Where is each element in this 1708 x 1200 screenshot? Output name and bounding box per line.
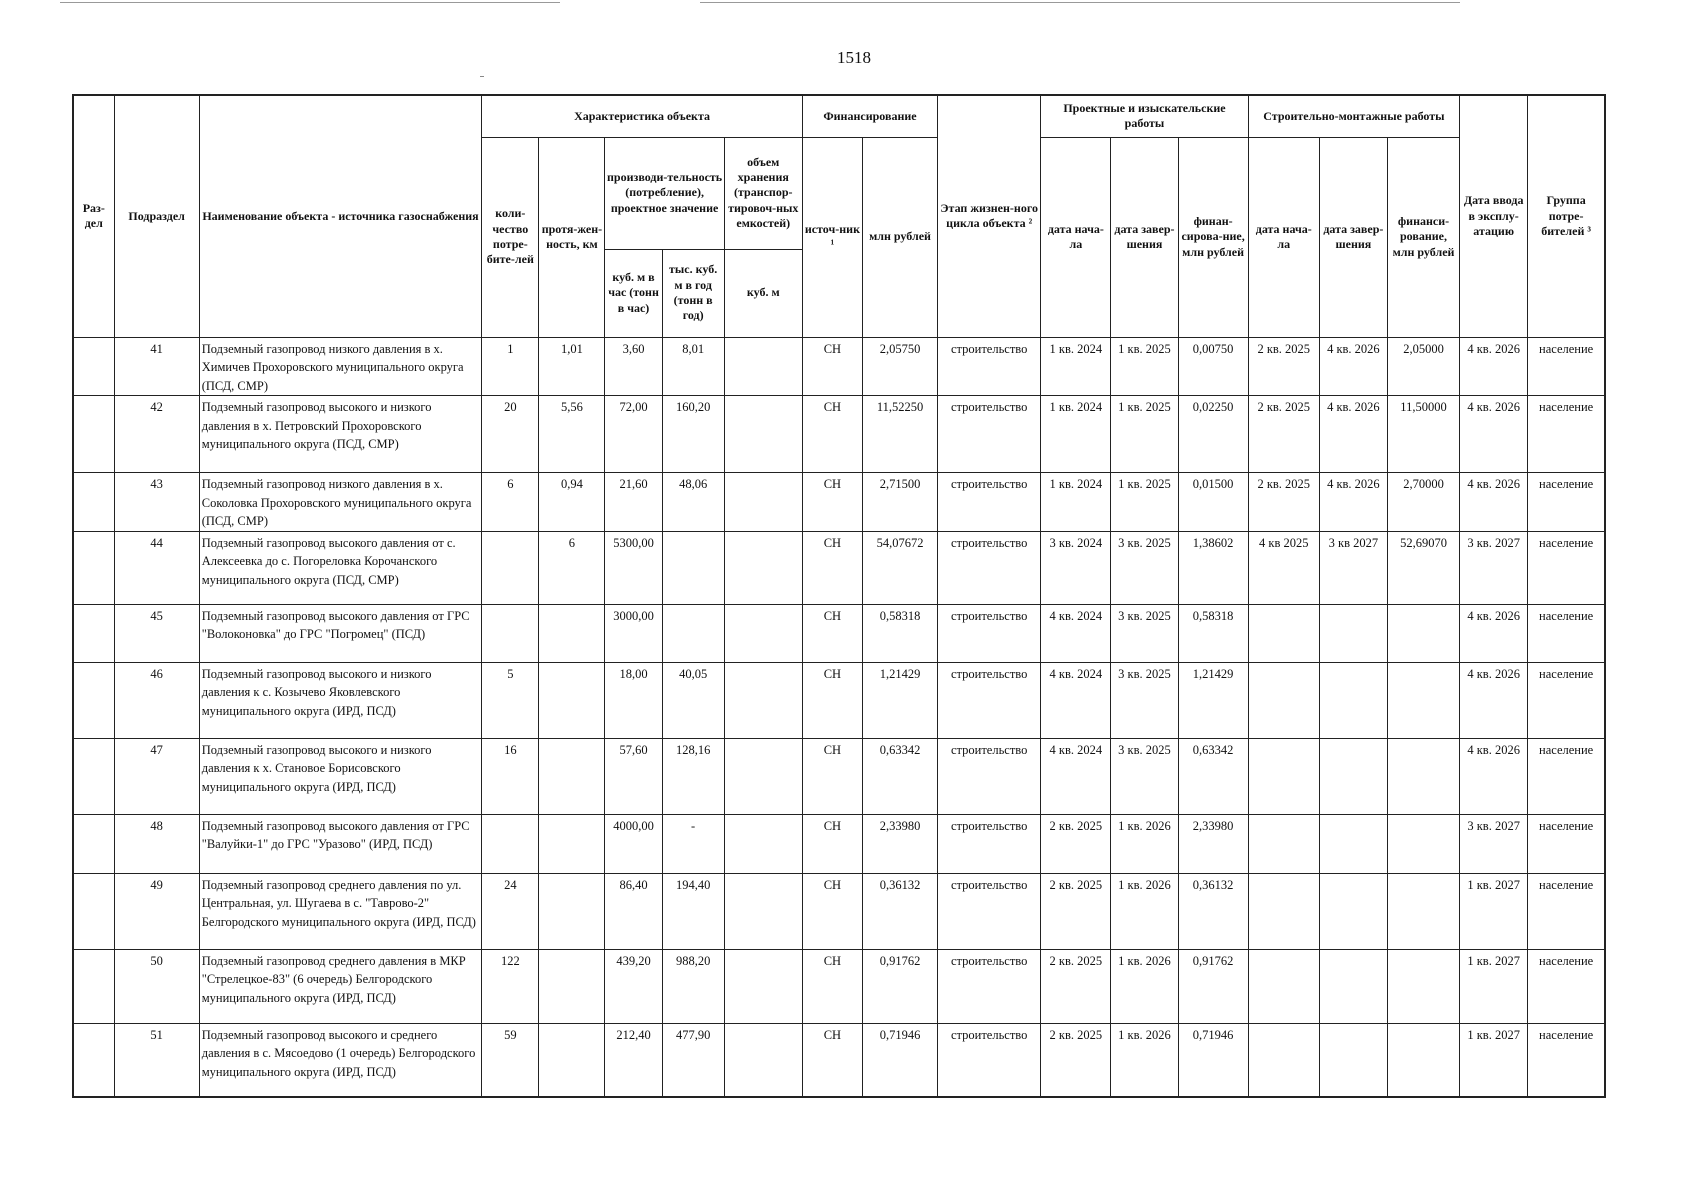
cell-construction-fin: 2,05000 bbox=[1387, 337, 1459, 396]
cell-source: СН bbox=[802, 337, 862, 396]
header-name: Наименование объекта - источника газоснабжения bbox=[199, 95, 482, 337]
cell-date-input: 1 кв. 2027 bbox=[1460, 873, 1528, 949]
cell-date-input: 3 кв. 2027 bbox=[1460, 814, 1528, 873]
cell-consumers: 6 bbox=[482, 473, 539, 532]
cell-length: 1,01 bbox=[539, 337, 605, 396]
cell-construction-end bbox=[1319, 949, 1387, 1023]
cell-stage: строительство bbox=[938, 949, 1041, 1023]
cell-stage: строительство bbox=[938, 662, 1041, 738]
cell-per-hour: 3,60 bbox=[605, 337, 662, 396]
cell-project-start: 4 кв. 2024 bbox=[1041, 662, 1111, 738]
header-podrazdel: Подраздел bbox=[114, 95, 199, 337]
cell-construction-fin bbox=[1387, 604, 1459, 662]
cell-project-end: 3 кв. 2025 bbox=[1111, 738, 1178, 814]
cell-storage bbox=[724, 662, 802, 738]
cell-podrazdel: 50 bbox=[114, 949, 199, 1023]
cell-storage bbox=[724, 1023, 802, 1097]
cell-length bbox=[539, 738, 605, 814]
cell-construction-start bbox=[1248, 949, 1319, 1023]
header-project-start: дата нача-ла bbox=[1041, 137, 1111, 337]
cell-per-year bbox=[662, 531, 724, 604]
cell-length bbox=[539, 873, 605, 949]
gas-objects-table bbox=[72, 94, 1606, 1098]
table-row bbox=[73, 814, 1605, 873]
cell-razdel bbox=[73, 662, 114, 738]
cell-storage bbox=[724, 473, 802, 532]
cell-podrazdel: 45 bbox=[114, 604, 199, 662]
cell-project-fin: 0,02250 bbox=[1178, 396, 1248, 473]
header-characteristic: Характеристика объекта bbox=[482, 95, 803, 137]
cell-mln: 0,36132 bbox=[862, 873, 937, 949]
cell-construction-fin bbox=[1387, 662, 1459, 738]
cell-consumers: 5 bbox=[482, 662, 539, 738]
table-row bbox=[73, 873, 1605, 949]
cell-mln: 0,91762 bbox=[862, 949, 937, 1023]
cell-project-end: 1 кв. 2026 bbox=[1111, 814, 1178, 873]
cell-construction-start bbox=[1248, 814, 1319, 873]
cell-date-input: 1 кв. 2027 bbox=[1460, 1023, 1528, 1097]
cell-razdel bbox=[73, 396, 114, 473]
header-group: Группа потре-бителей ³ bbox=[1528, 95, 1605, 337]
cell-length bbox=[539, 949, 605, 1023]
cell-construction-end: 4 кв. 2026 bbox=[1319, 473, 1387, 532]
cell-project-start: 2 кв. 2025 bbox=[1041, 1023, 1111, 1097]
table-row bbox=[73, 738, 1605, 814]
header-project-end: дата завер-шения bbox=[1111, 137, 1178, 337]
cell-source: СН bbox=[802, 604, 862, 662]
cell-mln: 1,21429 bbox=[862, 662, 937, 738]
cell-stage: строительство bbox=[938, 604, 1041, 662]
table-row bbox=[73, 1023, 1605, 1097]
cell-construction-fin bbox=[1387, 814, 1459, 873]
cell-podrazdel: 49 bbox=[114, 873, 199, 949]
cell-per-year: 48,06 bbox=[662, 473, 724, 532]
cell-project-fin: 2,33980 bbox=[1178, 814, 1248, 873]
cell-project-fin: 0,01500 bbox=[1178, 473, 1248, 532]
cell-podrazdel: 44 bbox=[114, 531, 199, 604]
cell-length bbox=[539, 662, 605, 738]
cell-name: Подземный газопровод низкого давления в х. Химичев Прохоровского муниципального округа (ПСД, СМР) bbox=[199, 337, 482, 396]
cell-project-start: 1 кв. 2024 bbox=[1041, 473, 1111, 532]
cell-date-input: 1 кв. 2027 bbox=[1460, 949, 1528, 1023]
cell-group: население bbox=[1528, 604, 1605, 662]
top-rule-right bbox=[700, 2, 1460, 3]
cell-mln: 11,52250 bbox=[862, 396, 937, 473]
header-construction-fin: финанси-рование, млн рублей bbox=[1387, 137, 1459, 337]
cell-consumers: 59 bbox=[482, 1023, 539, 1097]
cell-project-start: 2 кв. 2025 bbox=[1041, 873, 1111, 949]
cell-mln: 0,71946 bbox=[862, 1023, 937, 1097]
cell-group: население bbox=[1528, 337, 1605, 396]
cell-construction-end bbox=[1319, 604, 1387, 662]
cell-storage bbox=[724, 738, 802, 814]
cell-per-hour: 5300,00 bbox=[605, 531, 662, 604]
cell-group: население bbox=[1528, 949, 1605, 1023]
cell-construction-start bbox=[1248, 873, 1319, 949]
cell-project-fin: 0,63342 bbox=[1178, 738, 1248, 814]
cell-stage: строительство bbox=[938, 873, 1041, 949]
scan-mark bbox=[480, 76, 484, 77]
cell-per-year: - bbox=[662, 814, 724, 873]
table-row bbox=[73, 662, 1605, 738]
cell-construction-start bbox=[1248, 738, 1319, 814]
cell-mln: 2,71500 bbox=[862, 473, 937, 532]
cell-consumers bbox=[482, 814, 539, 873]
cell-project-end: 1 кв. 2025 bbox=[1111, 396, 1178, 473]
table-row bbox=[73, 531, 1605, 604]
cell-stage: строительство bbox=[938, 1023, 1041, 1097]
cell-project-start: 4 кв. 2024 bbox=[1041, 738, 1111, 814]
cell-source: СН bbox=[802, 531, 862, 604]
cell-construction-end bbox=[1319, 662, 1387, 738]
cell-storage bbox=[724, 337, 802, 396]
cell-length: 5,56 bbox=[539, 396, 605, 473]
cell-per-hour: 439,20 bbox=[605, 949, 662, 1023]
cell-consumers: 122 bbox=[482, 949, 539, 1023]
cell-project-end: 1 кв. 2025 bbox=[1111, 473, 1178, 532]
cell-group: население bbox=[1528, 473, 1605, 532]
cell-name: Подземный газопровод высокого давления от ГРС "Валуйки-1" до ГРС "Уразово" (ИРД, ПСД) bbox=[199, 814, 482, 873]
cell-per-year: 477,90 bbox=[662, 1023, 724, 1097]
header-razdel: Раз-дел bbox=[73, 95, 114, 337]
cell-storage bbox=[724, 814, 802, 873]
cell-project-fin: 0,71946 bbox=[1178, 1023, 1248, 1097]
cell-per-hour: 3000,00 bbox=[605, 604, 662, 662]
cell-storage bbox=[724, 531, 802, 604]
header-stage: Этап жизнен-ного цикла объекта ² bbox=[938, 95, 1041, 337]
cell-construction-end: 4 кв. 2026 bbox=[1319, 337, 1387, 396]
cell-group: население bbox=[1528, 738, 1605, 814]
cell-construction-end bbox=[1319, 738, 1387, 814]
cell-construction-fin: 2,70000 bbox=[1387, 473, 1459, 532]
cell-construction-fin bbox=[1387, 949, 1459, 1023]
cell-group: население bbox=[1528, 662, 1605, 738]
header-source: источ-ник ¹ bbox=[802, 137, 862, 337]
cell-source: СН bbox=[802, 814, 862, 873]
cell-construction-end: 3 кв 2027 bbox=[1319, 531, 1387, 604]
cell-razdel bbox=[73, 873, 114, 949]
cell-mln: 2,05750 bbox=[862, 337, 937, 396]
header-construction-end: дата завер-шения bbox=[1319, 137, 1387, 337]
cell-construction-start bbox=[1248, 1023, 1319, 1097]
header-storage: объем хранения (транспор-тировоч-ных емкостей) bbox=[724, 137, 802, 249]
cell-podrazdel: 41 bbox=[114, 337, 199, 396]
header-financing: Финансирование bbox=[802, 95, 937, 137]
header-per-year: тыс. куб. м в год (тонн в год) bbox=[662, 249, 724, 337]
cell-construction-start bbox=[1248, 604, 1319, 662]
cell-source: СН bbox=[802, 396, 862, 473]
cell-consumers: 16 bbox=[482, 738, 539, 814]
cell-construction-fin: 11,50000 bbox=[1387, 396, 1459, 473]
cell-construction-end bbox=[1319, 873, 1387, 949]
cell-construction-start bbox=[1248, 662, 1319, 738]
cell-project-end: 3 кв. 2025 bbox=[1111, 531, 1178, 604]
cell-construction-start: 2 кв. 2025 bbox=[1248, 396, 1319, 473]
cell-per-year: 194,40 bbox=[662, 873, 724, 949]
header-construction-start: дата нача-ла bbox=[1248, 137, 1319, 337]
page-number: 1518 bbox=[837, 48, 871, 67]
table-row bbox=[73, 473, 1605, 532]
cell-group: население bbox=[1528, 873, 1605, 949]
cell-storage bbox=[724, 873, 802, 949]
cell-length bbox=[539, 604, 605, 662]
cell-construction-start: 2 кв. 2025 bbox=[1248, 473, 1319, 532]
cell-date-input: 4 кв. 2026 bbox=[1460, 396, 1528, 473]
cell-project-fin: 1,38602 bbox=[1178, 531, 1248, 604]
cell-source: СН bbox=[802, 473, 862, 532]
cell-construction-end bbox=[1319, 814, 1387, 873]
cell-podrazdel: 46 bbox=[114, 662, 199, 738]
cell-construction-fin bbox=[1387, 873, 1459, 949]
cell-per-year bbox=[662, 604, 724, 662]
cell-date-input: 4 кв. 2026 bbox=[1460, 337, 1528, 396]
header-date-input: Дата ввода в эксплу-атацию bbox=[1460, 95, 1528, 337]
cell-razdel bbox=[73, 1023, 114, 1097]
cell-project-end: 1 кв. 2026 bbox=[1111, 873, 1178, 949]
header-productivity: производи-тельность (потребление), проектное значение bbox=[605, 137, 724, 249]
cell-storage bbox=[724, 949, 802, 1023]
header-project-fin: финан-сирова-ние, млн рублей bbox=[1178, 137, 1248, 337]
cell-project-fin: 0,36132 bbox=[1178, 873, 1248, 949]
cell-length bbox=[539, 814, 605, 873]
cell-group: население bbox=[1528, 814, 1605, 873]
cell-date-input: 4 кв. 2026 bbox=[1460, 604, 1528, 662]
cell-project-end: 3 кв. 2025 bbox=[1111, 662, 1178, 738]
header-cubic-m: куб. м bbox=[724, 249, 802, 337]
table-row bbox=[73, 396, 1605, 473]
cell-podrazdel: 42 bbox=[114, 396, 199, 473]
cell-podrazdel: 43 bbox=[114, 473, 199, 532]
cell-date-input: 4 кв. 2026 bbox=[1460, 662, 1528, 738]
cell-construction-fin bbox=[1387, 1023, 1459, 1097]
cell-per-hour: 4000,00 bbox=[605, 814, 662, 873]
cell-construction-fin: 52,69070 bbox=[1387, 531, 1459, 604]
cell-per-year: 8,01 bbox=[662, 337, 724, 396]
cell-name: Подземный газопровод высокого и низкого давления к х. Становое Борисовского муниципального округа (ИРД, ПСД) bbox=[199, 738, 482, 814]
cell-project-end: 1 кв. 2026 bbox=[1111, 949, 1178, 1023]
cell-per-year: 160,20 bbox=[662, 396, 724, 473]
header-per-hour: куб. м в час (тонн в час) bbox=[605, 249, 662, 337]
cell-source: СН bbox=[802, 873, 862, 949]
cell-podrazdel: 51 bbox=[114, 1023, 199, 1097]
header-mln: млн рублей bbox=[862, 137, 937, 337]
cell-per-hour: 18,00 bbox=[605, 662, 662, 738]
cell-per-year: 988,20 bbox=[662, 949, 724, 1023]
cell-podrazdel: 47 bbox=[114, 738, 199, 814]
cell-per-hour: 21,60 bbox=[605, 473, 662, 532]
cell-project-fin: 1,21429 bbox=[1178, 662, 1248, 738]
cell-name: Подземный газопровод высокого давления от с. Алексеевка до с. Погореловка Корочанского муниципального округа (ПСД, СМР) bbox=[199, 531, 482, 604]
cell-construction-end bbox=[1319, 1023, 1387, 1097]
cell-name: Подземный газопровод среднего давления в МКР "Стрелецкое-83" (6 очередь) Белгородского муниципального округа (ИРД, ПСД) bbox=[199, 949, 482, 1023]
cell-project-fin: 0,91762 bbox=[1178, 949, 1248, 1023]
cell-stage: строительство bbox=[938, 814, 1041, 873]
cell-construction-end: 4 кв. 2026 bbox=[1319, 396, 1387, 473]
cell-per-hour: 212,40 bbox=[605, 1023, 662, 1097]
cell-mln: 0,63342 bbox=[862, 738, 937, 814]
cell-group: население bbox=[1528, 531, 1605, 604]
table-row bbox=[73, 604, 1605, 662]
cell-storage bbox=[724, 604, 802, 662]
cell-per-year: 128,16 bbox=[662, 738, 724, 814]
cell-name: Подземный газопровод высокого и низкого давления к с. Козычево Яковлевского муниципального округа (ИРД, ПСД) bbox=[199, 662, 482, 738]
cell-stage: строительство bbox=[938, 473, 1041, 532]
cell-project-end: 1 кв. 2026 bbox=[1111, 1023, 1178, 1097]
cell-construction-fin bbox=[1387, 738, 1459, 814]
cell-per-year: 40,05 bbox=[662, 662, 724, 738]
cell-source: СН bbox=[802, 949, 862, 1023]
cell-stage: строительство bbox=[938, 531, 1041, 604]
cell-project-fin: 0,00750 bbox=[1178, 337, 1248, 396]
cell-project-start: 1 кв. 2024 bbox=[1041, 337, 1111, 396]
cell-name: Подземный газопровод низкого давления в х. Соколовка Прохоровского муниципального округа (ПСД, СМР) bbox=[199, 473, 482, 532]
cell-name: Подземный газопровод высокого давления от ГРС "Волоконовка" до ГРС "Погромец" (ПСД) bbox=[199, 604, 482, 662]
cell-length: 0,94 bbox=[539, 473, 605, 532]
cell-source: СН bbox=[802, 662, 862, 738]
cell-length: 6 bbox=[539, 531, 605, 604]
cell-project-start: 4 кв. 2024 bbox=[1041, 604, 1111, 662]
cell-consumers: 20 bbox=[482, 396, 539, 473]
cell-name: Подземный газопровод высокого и среднего давления в с. Мясоедово (1 очередь) Белгородского муниципального округа (ИРД, ПСД) bbox=[199, 1023, 482, 1097]
top-rule-left bbox=[60, 2, 560, 3]
cell-group: население bbox=[1528, 1023, 1605, 1097]
cell-razdel bbox=[73, 949, 114, 1023]
cell-razdel bbox=[73, 531, 114, 604]
cell-group: население bbox=[1528, 396, 1605, 473]
cell-per-hour: 72,00 bbox=[605, 396, 662, 473]
cell-length bbox=[539, 1023, 605, 1097]
cell-mln: 2,33980 bbox=[862, 814, 937, 873]
cell-project-fin: 0,58318 bbox=[1178, 604, 1248, 662]
cell-construction-start: 4 кв 2025 bbox=[1248, 531, 1319, 604]
header-construction-works: Строительно-монтажные работы bbox=[1248, 95, 1459, 137]
cell-stage: строительство bbox=[938, 738, 1041, 814]
cell-project-start: 1 кв. 2024 bbox=[1041, 396, 1111, 473]
cell-project-end: 3 кв. 2025 bbox=[1111, 604, 1178, 662]
cell-mln: 0,58318 bbox=[862, 604, 937, 662]
cell-razdel bbox=[73, 473, 114, 532]
cell-name: Подземный газопровод высокого и низкого давления в х. Петровский Прохоровского муниципального округа (ПСД, СМР) bbox=[199, 396, 482, 473]
cell-consumers: 24 bbox=[482, 873, 539, 949]
cell-name: Подземный газопровод среднего давления по ул. Центральная, ул. Шугаева в с. "Таврово-2" Белгородского муниципального округа (ИРД, ПСД) bbox=[199, 873, 482, 949]
cell-consumers bbox=[482, 531, 539, 604]
cell-project-start: 2 кв. 2025 bbox=[1041, 814, 1111, 873]
cell-stage: строительство bbox=[938, 337, 1041, 396]
cell-razdel bbox=[73, 738, 114, 814]
cell-consumers bbox=[482, 604, 539, 662]
cell-project-start: 2 кв. 2025 bbox=[1041, 949, 1111, 1023]
header-project-works: Проектные и изыскательские работы bbox=[1041, 95, 1248, 137]
cell-storage bbox=[724, 396, 802, 473]
cell-project-start: 3 кв. 2024 bbox=[1041, 531, 1111, 604]
cell-source: СН bbox=[802, 738, 862, 814]
cell-razdel bbox=[73, 814, 114, 873]
cell-per-hour: 86,40 bbox=[605, 873, 662, 949]
cell-source: СН bbox=[802, 1023, 862, 1097]
cell-consumers: 1 bbox=[482, 337, 539, 396]
cell-project-end: 1 кв. 2025 bbox=[1111, 337, 1178, 396]
cell-razdel bbox=[73, 604, 114, 662]
table-row bbox=[73, 949, 1605, 1023]
cell-construction-start: 2 кв. 2025 bbox=[1248, 337, 1319, 396]
header-length: протя-жен-ность, км bbox=[539, 137, 605, 337]
cell-mln: 54,07672 bbox=[862, 531, 937, 604]
cell-podrazdel: 48 bbox=[114, 814, 199, 873]
cell-razdel bbox=[73, 337, 114, 396]
cell-date-input: 3 кв. 2027 bbox=[1460, 531, 1528, 604]
header-consumers: коли-чество потре-бите-лей bbox=[482, 137, 539, 337]
table-row bbox=[73, 337, 1605, 396]
cell-per-hour: 57,60 bbox=[605, 738, 662, 814]
cell-date-input: 4 кв. 2026 bbox=[1460, 473, 1528, 532]
cell-date-input: 4 кв. 2026 bbox=[1460, 738, 1528, 814]
cell-stage: строительство bbox=[938, 396, 1041, 473]
